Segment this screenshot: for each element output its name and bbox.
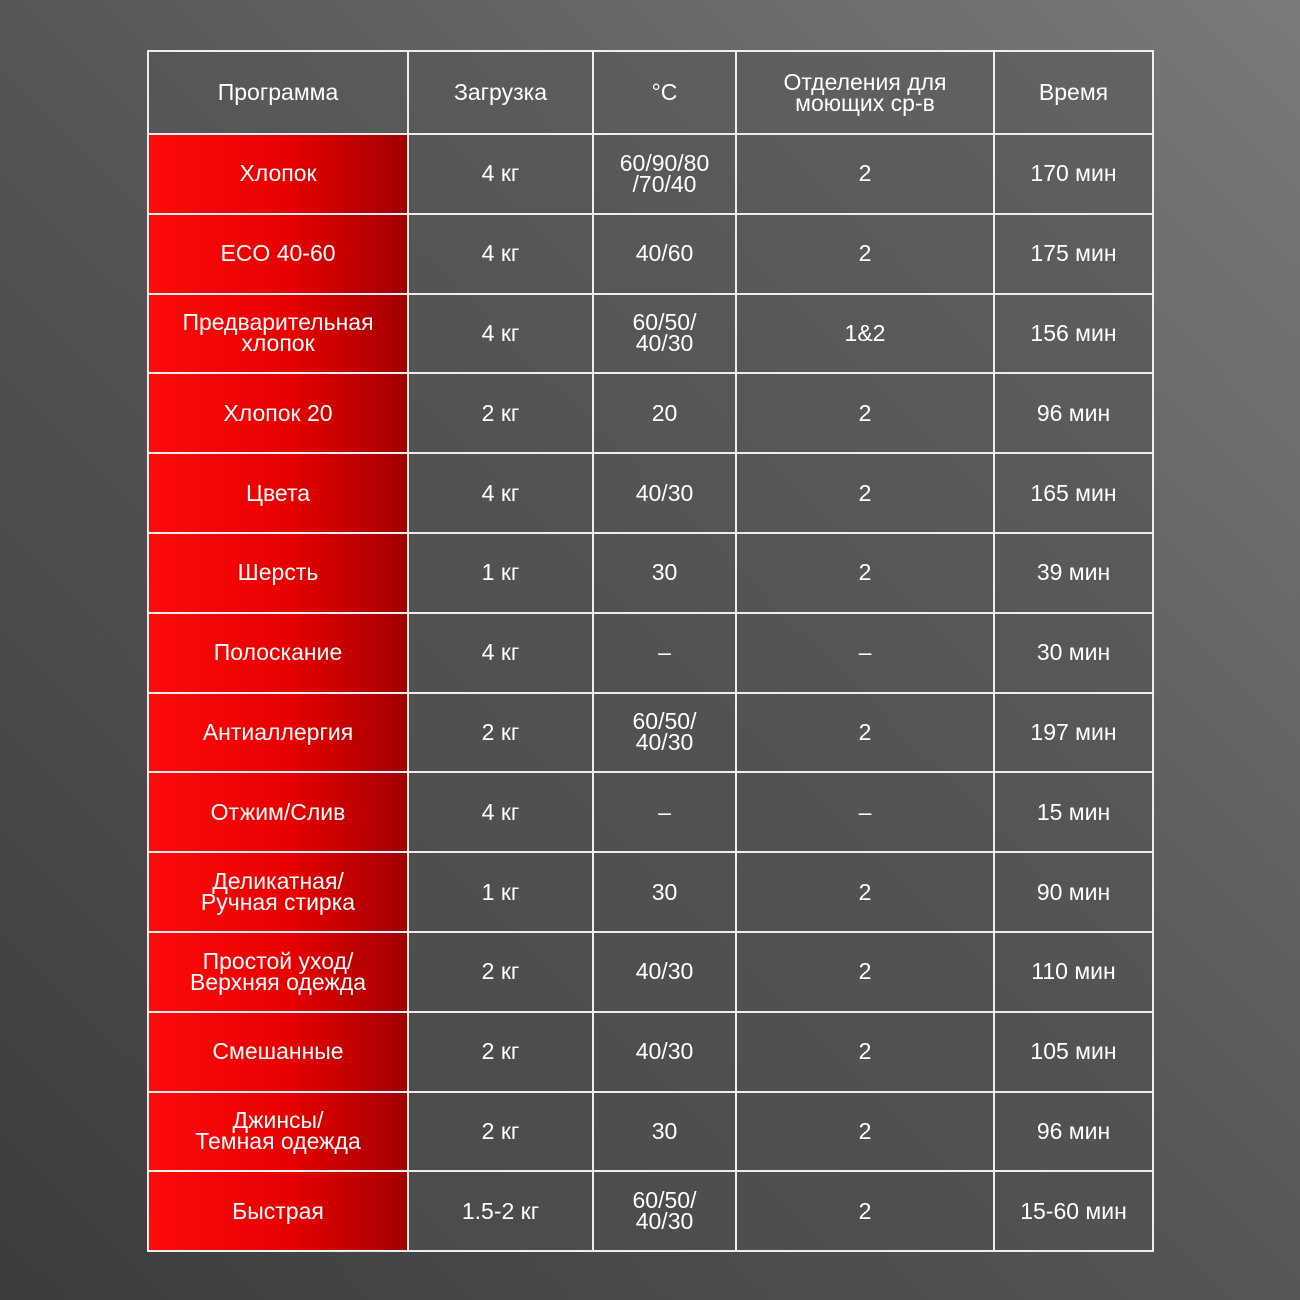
program-cell: Отжим/Слив — [148, 772, 408, 852]
program-cell: Джинсы/ Темная одежда — [148, 1092, 408, 1172]
compartments-cell: 2 — [736, 134, 994, 214]
load-cell: 4 кг — [408, 613, 593, 693]
temperature-cell: 40/30 — [593, 932, 736, 1012]
time-cell: 110 мин — [994, 932, 1153, 1012]
compartments-cell: 2 — [736, 533, 994, 613]
temperature-cell: 40/30 — [593, 1012, 736, 1092]
table-row — [148, 1012, 1153, 1092]
time-cell: 96 мин — [994, 1092, 1153, 1172]
program-cell: Хлопок — [148, 134, 408, 214]
table-row — [148, 1171, 1153, 1251]
compartments-cell: 2 — [736, 852, 994, 932]
table-row — [148, 613, 1153, 693]
load-cell: 2 кг — [408, 1012, 593, 1092]
load-cell: 4 кг — [408, 294, 593, 374]
program-cell: Быстрая — [148, 1171, 408, 1251]
load-cell: 4 кг — [408, 214, 593, 294]
temperature-cell: 40/30 — [593, 453, 736, 533]
table-row — [148, 852, 1153, 932]
load-cell: 1.5-2 кг — [408, 1171, 593, 1251]
table-row — [148, 533, 1153, 613]
compartments-cell: 2 — [736, 1092, 994, 1172]
compartments-cell: – — [736, 613, 994, 693]
program-cell: Хлопок 20 — [148, 373, 408, 453]
time-cell: 105 мин — [994, 1012, 1153, 1092]
program-cell: Цвета — [148, 453, 408, 533]
program-cell: ECO 40-60 — [148, 214, 408, 294]
wash-programs-table — [147, 50, 1154, 1252]
load-cell: 2 кг — [408, 1092, 593, 1172]
compartments-cell: 2 — [736, 932, 994, 1012]
time-cell: 175 мин — [994, 214, 1153, 294]
header-time: Время — [994, 51, 1153, 134]
program-cell: Предварительная хлопок — [148, 294, 408, 374]
temperature-cell: 30 — [593, 852, 736, 932]
table-row — [148, 693, 1153, 773]
temperature-cell: – — [593, 613, 736, 693]
load-cell: 4 кг — [408, 772, 593, 852]
time-cell: 165 мин — [994, 453, 1153, 533]
program-cell: Полоскание — [148, 613, 408, 693]
load-cell: 2 кг — [408, 693, 593, 773]
header-load: Загрузка — [408, 51, 593, 134]
table-row — [148, 772, 1153, 852]
load-cell: 4 кг — [408, 134, 593, 214]
time-cell: 197 мин — [994, 693, 1153, 773]
compartments-cell: 1&2 — [736, 294, 994, 374]
load-cell: 2 кг — [408, 373, 593, 453]
temperature-cell: 30 — [593, 533, 736, 613]
time-cell: 15 мин — [994, 772, 1153, 852]
table-body — [148, 134, 1153, 1251]
load-cell: 4 кг — [408, 453, 593, 533]
table-header — [148, 51, 1153, 134]
wash-programs-table-container — [147, 50, 1152, 1250]
table-row — [148, 294, 1153, 374]
header-row — [148, 51, 1153, 134]
time-cell: 156 мин — [994, 294, 1153, 374]
table-row — [148, 214, 1153, 294]
compartments-cell: 2 — [736, 373, 994, 453]
temperature-cell: 60/90/80 /70/40 — [593, 134, 736, 214]
compartments-cell: 2 — [736, 1012, 994, 1092]
header-program: Программа — [148, 51, 408, 134]
program-cell: Шерсть — [148, 533, 408, 613]
temperature-cell: 60/50/ 40/30 — [593, 1171, 736, 1251]
time-cell: 39 мин — [994, 533, 1153, 613]
load-cell: 1 кг — [408, 533, 593, 613]
time-cell: 96 мин — [994, 373, 1153, 453]
load-cell: 2 кг — [408, 932, 593, 1012]
table-row — [148, 373, 1153, 453]
temperature-cell: 60/50/ 40/30 — [593, 294, 736, 374]
compartments-cell: 2 — [736, 1171, 994, 1251]
temperature-cell: – — [593, 772, 736, 852]
time-cell: 90 мин — [994, 852, 1153, 932]
compartments-cell: 2 — [736, 214, 994, 294]
time-cell: 170 мин — [994, 134, 1153, 214]
header-temperature: °C — [593, 51, 736, 134]
table-row — [148, 932, 1153, 1012]
time-cell: 15-60 мин — [994, 1171, 1153, 1251]
program-cell: Простой уход/ Верхняя одежда — [148, 932, 408, 1012]
table-row — [148, 1092, 1153, 1172]
load-cell: 1 кг — [408, 852, 593, 932]
temperature-cell: 20 — [593, 373, 736, 453]
header-detergent-compartments: Отделения для моющих ср-в — [736, 51, 994, 134]
time-cell: 30 мин — [994, 613, 1153, 693]
compartments-cell: 2 — [736, 453, 994, 533]
program-cell: Деликатная/ Ручная стирка — [148, 852, 408, 932]
compartments-cell: 2 — [736, 693, 994, 773]
table-row — [148, 134, 1153, 214]
compartments-cell: – — [736, 772, 994, 852]
temperature-cell: 30 — [593, 1092, 736, 1172]
program-cell: Смешанные — [148, 1012, 408, 1092]
temperature-cell: 40/60 — [593, 214, 736, 294]
program-cell: Антиаллергия — [148, 693, 408, 773]
table-row — [148, 453, 1153, 533]
temperature-cell: 60/50/ 40/30 — [593, 693, 736, 773]
